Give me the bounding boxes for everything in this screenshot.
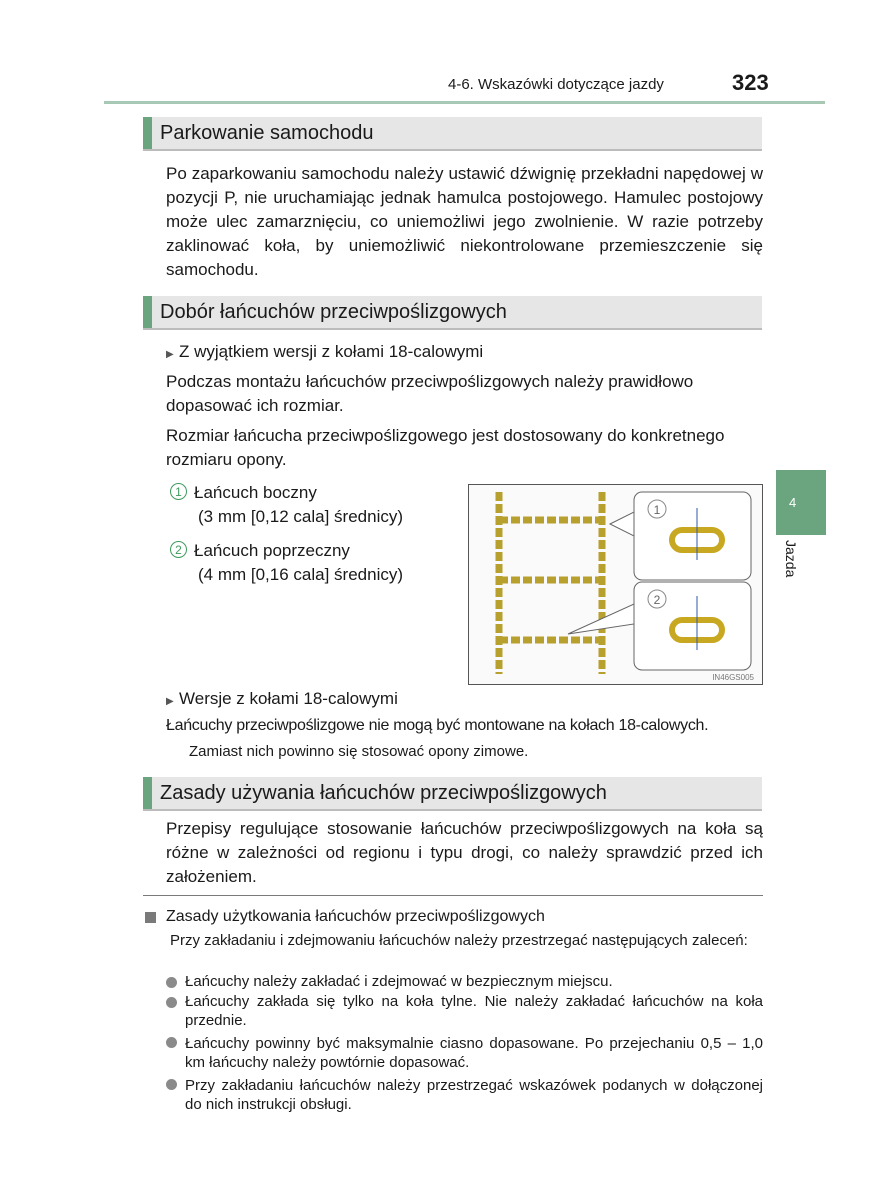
variant-label: Wersje z kołami 18-calowymi bbox=[179, 689, 398, 708]
chain-item-1 bbox=[170, 483, 317, 503]
bullet-dot-icon bbox=[166, 977, 177, 988]
variant-heading-1 bbox=[166, 342, 483, 362]
chapter-tab bbox=[776, 470, 826, 535]
section-title: Parkowanie samochodu bbox=[160, 122, 374, 144]
square-bullet-icon bbox=[145, 912, 156, 923]
rules-paragraph: Przepisy regulujące stosowanie łańcuchów przeciwpoślizgowych na koła są różne w zależności od regionu i typu drogi, co należy sprawdzić przed ich założeniem. bbox=[166, 819, 763, 886]
usage-bullet: Łańcuchy zakłada się tylko na koła tylne. Nie należy zakładać łańcuchów na koła przednie. bbox=[185, 993, 763, 1029]
bullet-dot-icon bbox=[166, 997, 177, 1008]
usage-bullet: Łańcuchy należy zakładać i zdejmować w bezpiecznym miejscu. bbox=[185, 973, 613, 990]
svg-text:2: 2 bbox=[653, 593, 661, 607]
chain-item-2 bbox=[170, 541, 350, 561]
page-number: 323 bbox=[732, 70, 769, 95]
chain-item-size: (3 mm [0,12 cala] średnicy) bbox=[198, 507, 404, 526]
chain-item-name: Łańcuch boczny bbox=[194, 483, 317, 502]
figure-code: IN46GS005 bbox=[712, 673, 754, 682]
svg-text:1: 1 bbox=[653, 503, 661, 517]
selection-paragraph-1: Podczas montażu łańcuchów przeciwpoślizgowych należy prawidłowo dopasować ich rozmiar. bbox=[166, 372, 694, 415]
chapter-tab-number: 4 bbox=[789, 495, 797, 510]
usage-bullet: Łańcuchy powinny być maksymalnie ciasno dopasowane. Po przejechaniu 0,5 – 1,0 km łańcuchy należy powtórnie dopasować. bbox=[185, 1035, 763, 1071]
section-heading-parking bbox=[143, 117, 762, 151]
chain-item-size: (4 mm [0,16 cala] średnicy) bbox=[198, 565, 404, 584]
usage-bullet: Przy zakładaniu łańcuchów należy przestrzegać wskazówek podanych w dołączonej do nich instrukcji obsługi. bbox=[185, 1077, 763, 1113]
section-heading-selection bbox=[143, 296, 762, 330]
section-title: Dobór łańcuchów przeciwpoślizgowych bbox=[160, 301, 507, 323]
callout-number-icon: 1 bbox=[170, 483, 187, 500]
variant-label: Z wyjątkiem wersji z kołami 18-calowymi bbox=[179, 342, 484, 361]
triangle-icon: ▶ bbox=[166, 349, 174, 360]
heading-accent-bar bbox=[143, 117, 152, 149]
section-title: Zasady używania łańcuchów przeciwpoślizgowych bbox=[160, 782, 607, 804]
selection-paragraph-2: Rozmiar łańcucha przeciwpoślizgowego jest dostosowany do konkretnego rozmiaru opony. bbox=[166, 426, 725, 469]
parking-paragraph: Po zaparkowaniu samochodu należy ustawić dźwignię przekładni napędowej w pozycji P, nie uruchamiając jednak hamulca postojowego. Hamulec postojowy może ulec zamarznięciu, co uniemożliwi jego zwolnienie. W razie potrzeby zaklinować koła, by uniemożliwić niekontrolowane przemieszczenie się samochodu. bbox=[166, 164, 763, 279]
bullet-dot-icon bbox=[166, 1037, 177, 1048]
selection-paragraph-3: Łańcuchy przeciwpoślizgowe nie mogą być montowane na kołach 18-calowych. bbox=[166, 717, 709, 734]
triangle-icon: ▶ bbox=[166, 696, 174, 707]
chain-item-name: Łańcuch poprzeczny bbox=[194, 541, 350, 560]
variant-heading-2 bbox=[166, 689, 398, 709]
usage-intro: Przy zakładaniu i zdejmowaniu łańcuchów należy przestrzegać następujących zaleceń: bbox=[170, 932, 748, 949]
bullet-dot-icon bbox=[166, 1079, 177, 1090]
snow-chain-illustration bbox=[468, 484, 763, 685]
chapter-tab-label: Jazda bbox=[783, 540, 799, 578]
selection-paragraph-4: Zamiast nich powinno się stosować opony zimowe. bbox=[189, 743, 529, 760]
usage-title: Zasady użytkowania łańcuchów przeciwpoślizgowych bbox=[166, 908, 545, 925]
section-heading-rules bbox=[143, 777, 762, 811]
heading-accent-bar bbox=[143, 777, 152, 809]
heading-accent-bar bbox=[143, 296, 152, 328]
chapter-title: 4-6. Wskazówki dotyczące jazdy bbox=[448, 76, 664, 93]
section-divider bbox=[143, 895, 763, 896]
header-divider bbox=[104, 101, 825, 104]
callout-number-icon: 2 bbox=[170, 541, 187, 558]
